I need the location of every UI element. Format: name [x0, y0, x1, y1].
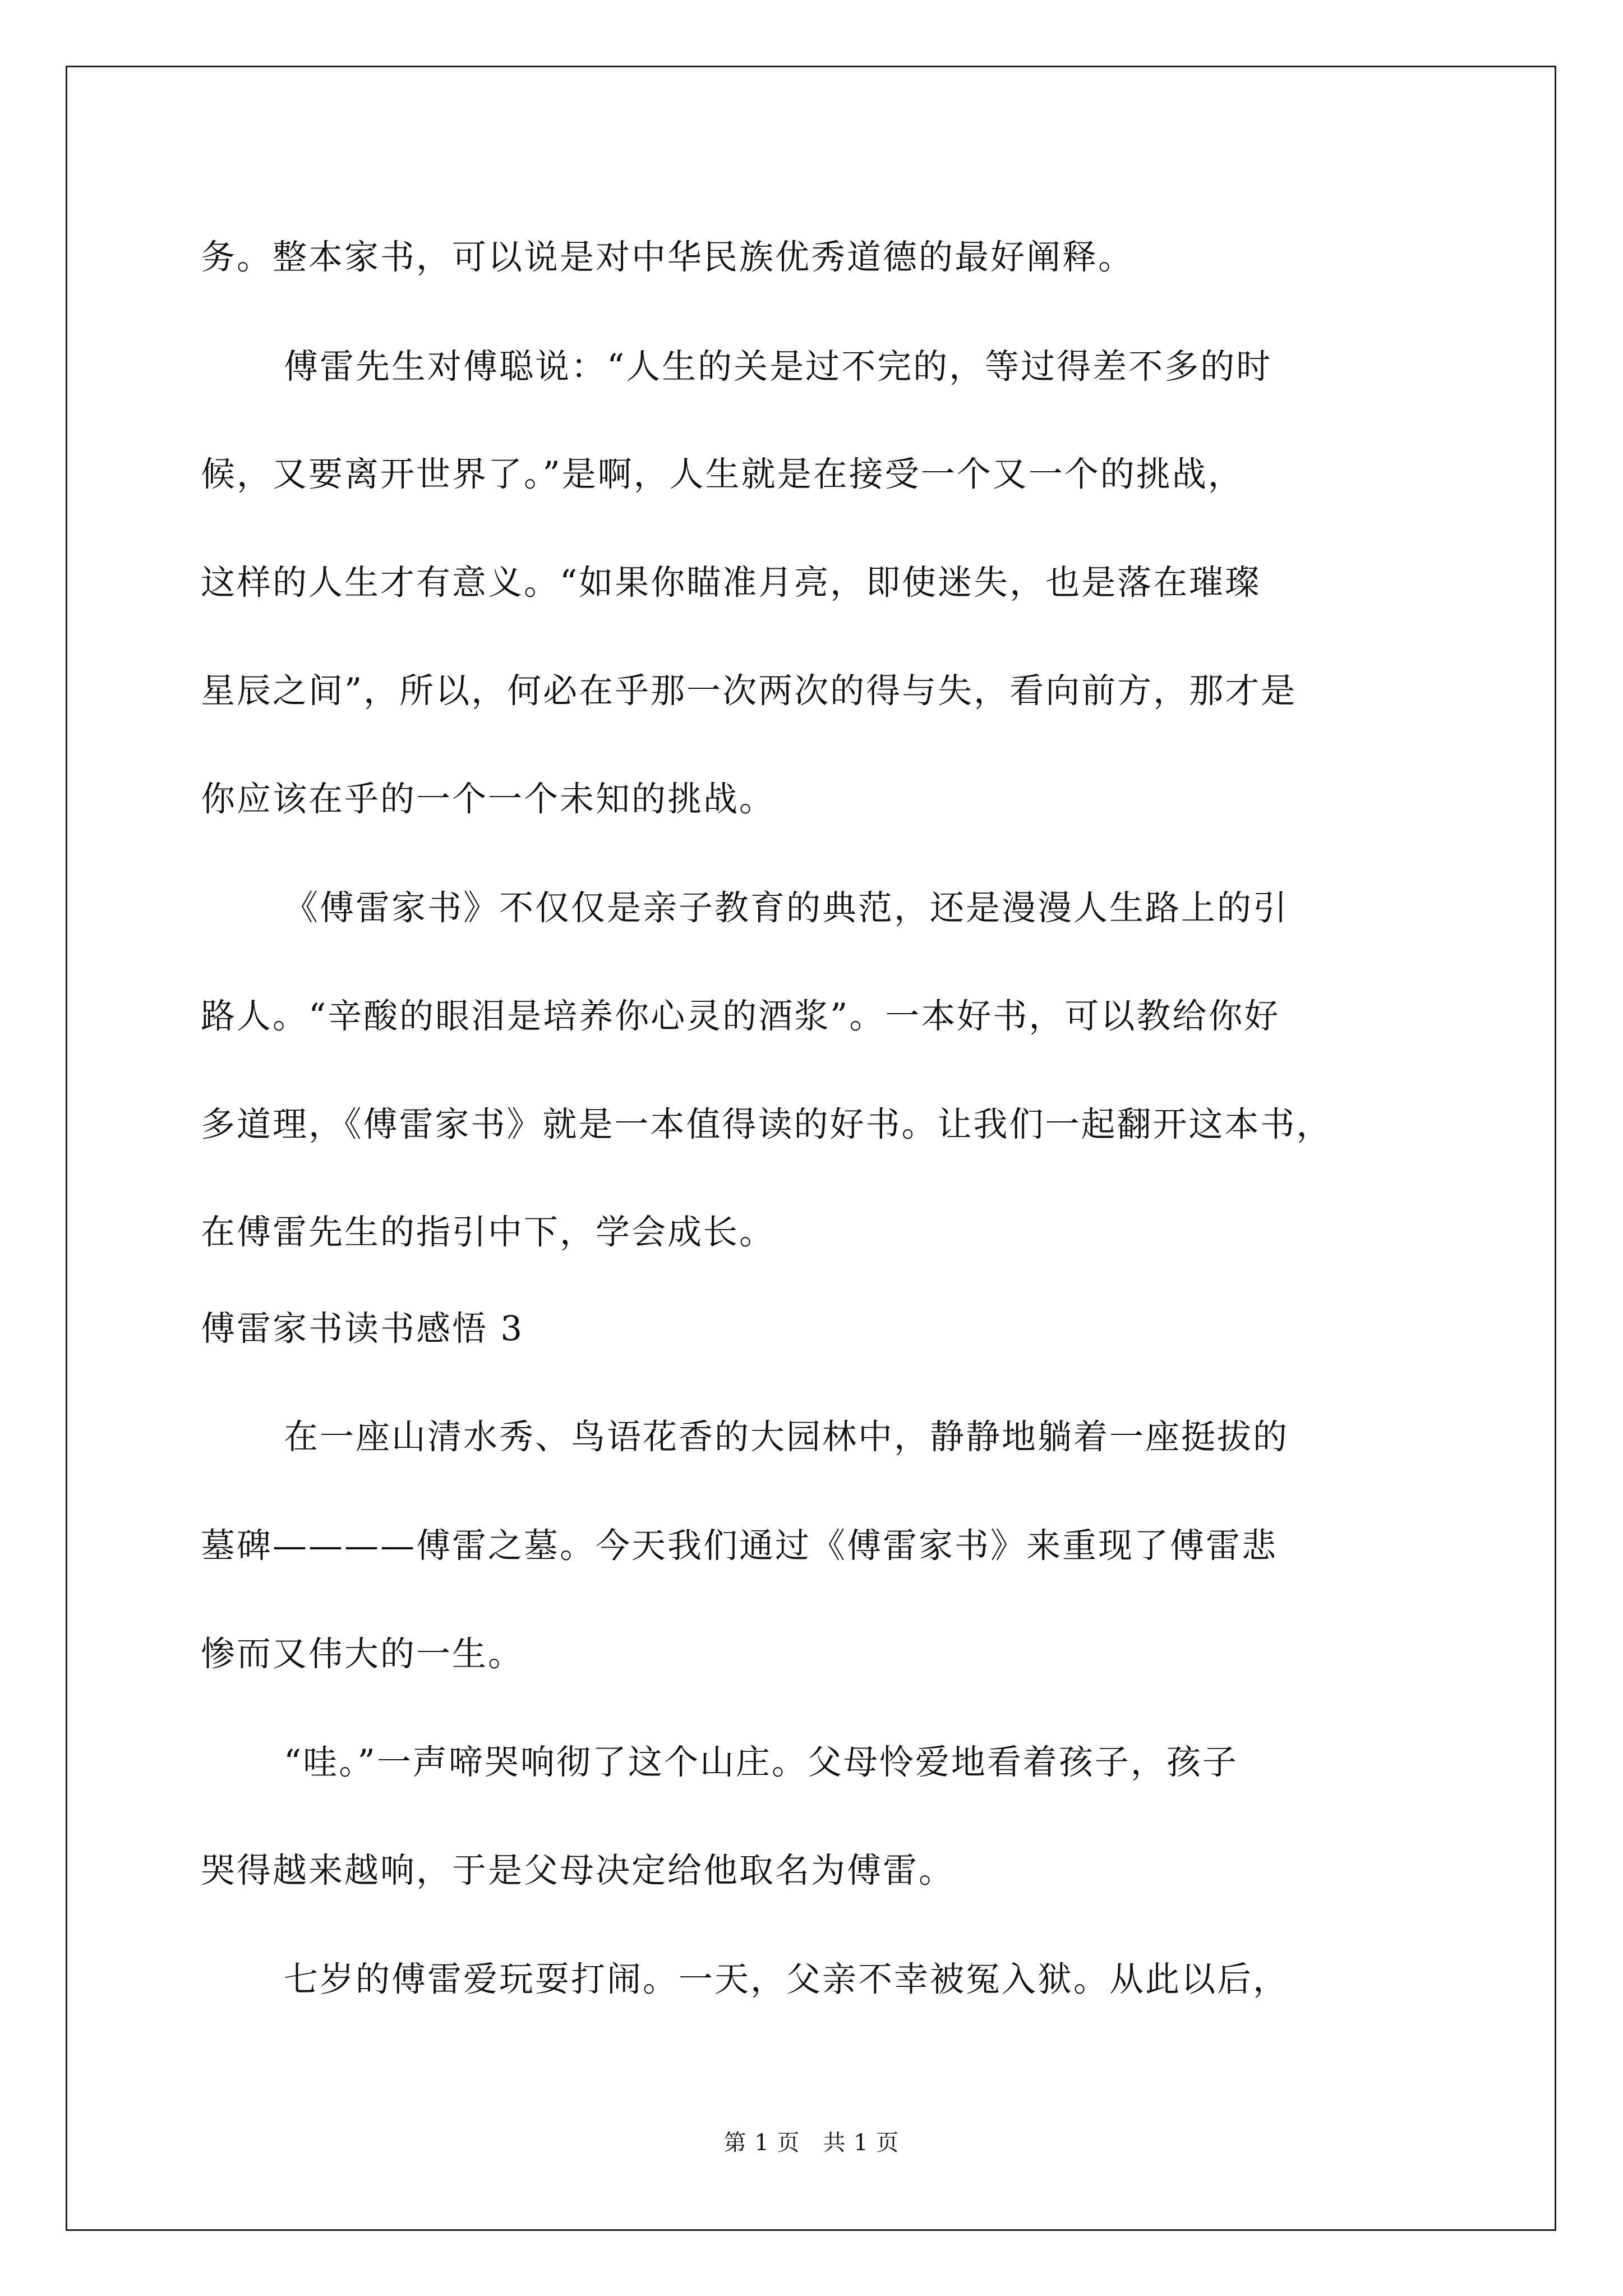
text-line: 路人。“辛酸的眼泪是培养你心灵的酒浆”。一本好书，可以教给你好 — [201, 996, 1280, 1036]
text-line: 候，又要离开世界了。”是啊，人生就是在接受一个又一个的挑战， — [201, 454, 1244, 494]
page-number-footer: 第 1 页 共 1 页 — [723, 2130, 900, 2156]
text-line: 你应该在乎的一个一个未知的挑战。 — [201, 779, 776, 819]
text-line: 哭得越来越响，于是父母决定给他取名为傅雷。 — [201, 1851, 955, 1890]
text-line: “哇。”一声啼哭响彻了这个山庄。父母怜爱地看着孩子，孩子 — [284, 1742, 1238, 1782]
text-line: 星辰之间”，所以，何必在乎那一次两次的得与失，看向前方，那才是 — [201, 671, 1297, 711]
section-heading: 傅雷家书读书感悟 3 — [201, 1309, 524, 1349]
page-border — [66, 66, 1556, 2231]
text-line: 《傅雷家书》不仅仅是亲子教育的典范，还是漫漫人生路上的引 — [284, 888, 1289, 928]
text-line: 惨而又伟大的一生。 — [201, 1634, 524, 1674]
text-line: 墓碑————傅雷之墓。今天我们通过《傅雷家书》来重现了傅雷悲 — [201, 1526, 1278, 1566]
text-line: 多道理，《傅雷家书》就是一本值得读的好书。让我们一起翻开这本书， — [201, 1105, 1332, 1144]
text-line: 七岁的傅雷爱玩耍打闹。一天，父亲不幸被冤入狱。从此以后， — [284, 1959, 1289, 1999]
text-line: 在傅雷先生的指引中下，学会成长。 — [201, 1212, 776, 1252]
text-line: 傅雷先生对傅聪说：“人生的关是过不完的，等过得差不多的时 — [284, 347, 1272, 386]
text-line: 在一座山清水秀、鸟语花香的大园林中，静静地躺着一座挺拔的 — [284, 1417, 1289, 1457]
text-line: 这样的人生才有意义。“如果你瞄准月亮，即使迷失，也是落在璀璨 — [201, 563, 1261, 602]
text-line: 务。整本家书，可以说是对中华民族优秀道德的最好阐释。 — [201, 237, 1135, 277]
